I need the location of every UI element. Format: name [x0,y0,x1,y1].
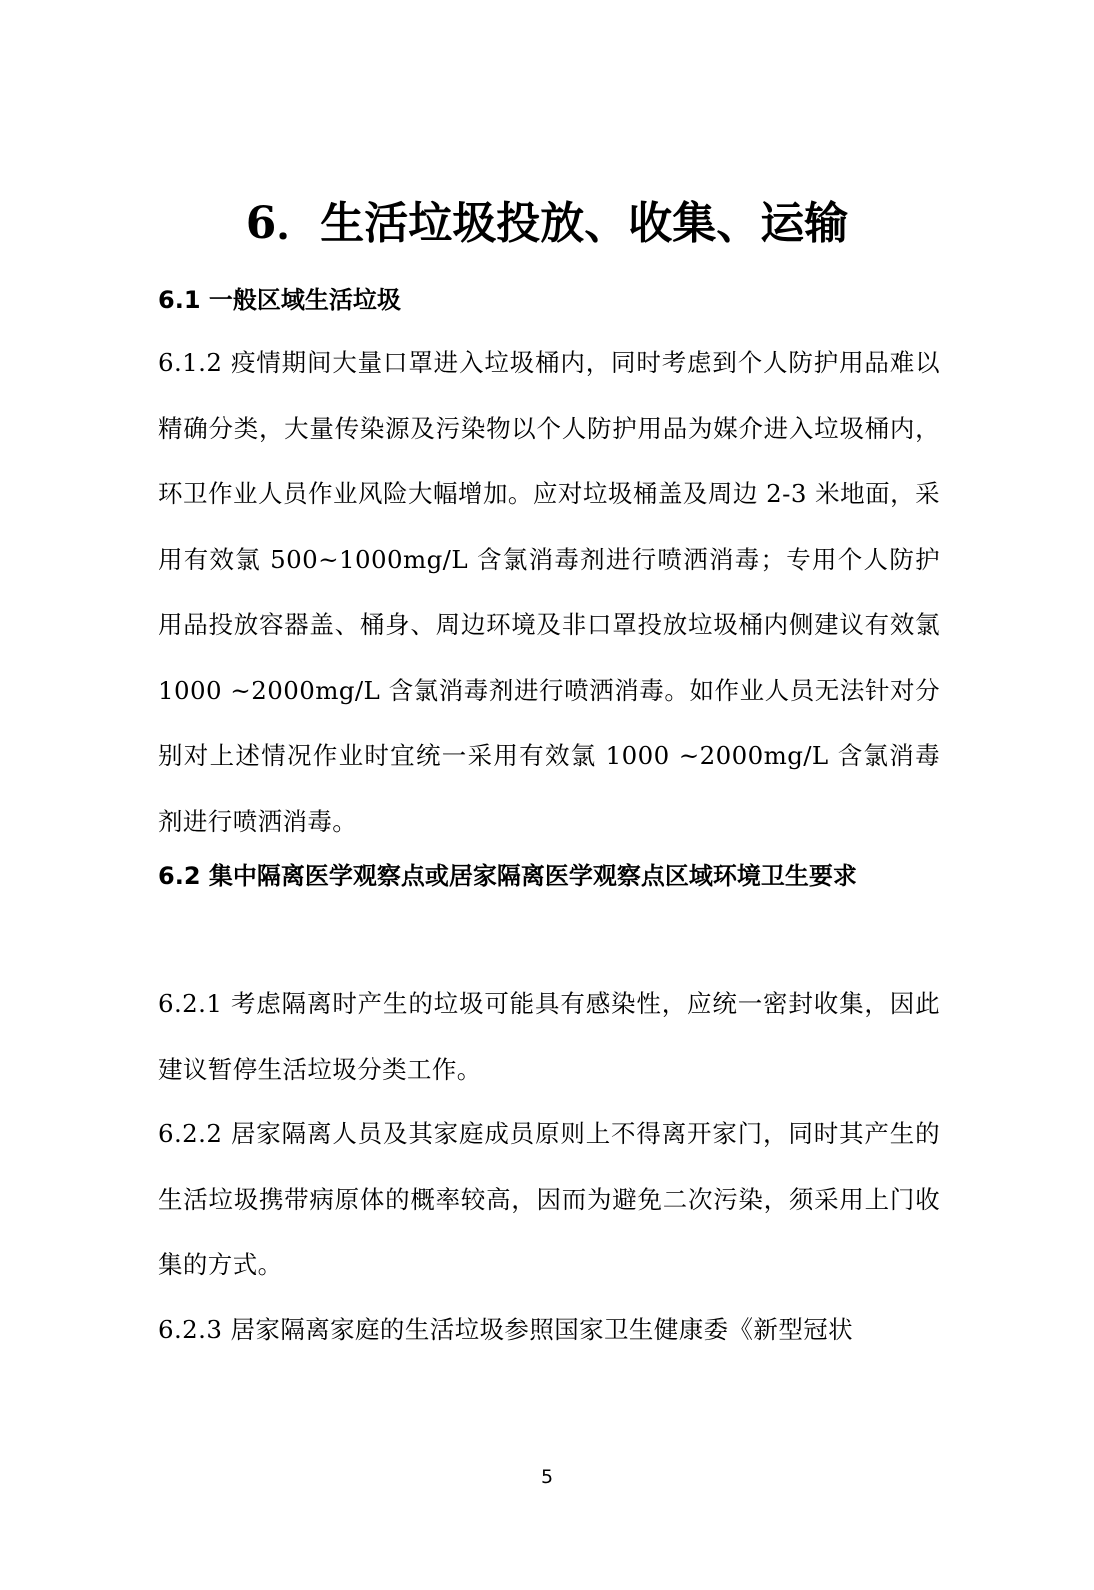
section-heading-6-1: 6.1 一般区域生活垃圾 [158,286,401,314]
paragraph-6-2-2: 6.2.2 居家隔离人员及其家庭成员原则上不得离开家门，同时其产生的生活垃圾携带病原体的概率较高，因而为避免二次污染，须采用上门收集的方式。 [158,1119,940,1279]
page-number: 5 [540,1466,554,1488]
paragraph-6-2-1: 6.2.1 考虑隔离时产生的垃圾可能具有感染性，应统一密封收集，因此建议暂停生活垃圾分类工作。 [158,989,940,1084]
paragraph-6-1-2: 6.1.2 疫情期间大量口罩进入垃圾桶内，同时考虑到个人防护用品难以精确分类，大量传染源及污染物以个人防护用品为媒介进入垃圾桶内，环卫作业人员作业风险大幅增加。应对垃圾桶盖及周边 2-3 米地面，采用有效氯 500~1000mg/L 含氯消毒剂进行喷洒消毒；专用个人防护用品投放容器盖、桶身、周边环境及非口罩投放垃圾桶内侧建议有效氯 1000 ~2000mg/L 含氯消毒剂进行喷洒消毒。如作业人员无法针对分别对上述情况作业时宜统一采用有效氯 1000 ~2000mg/L 含氯消毒剂进行喷洒消毒。 [158,348,940,836]
section-heading-6-2: 6.2 集中隔离医学观察点或居家隔离医学观察点区域环境卫生要求 [158,862,857,890]
chapter-title: 6．生活垃圾投放、收集、运输 [245,198,849,249]
paragraph-6-2-3: 6.2.3 居家隔离家庭的生活垃圾参照国家卫生健康委《新型冠状 [158,1315,854,1344]
